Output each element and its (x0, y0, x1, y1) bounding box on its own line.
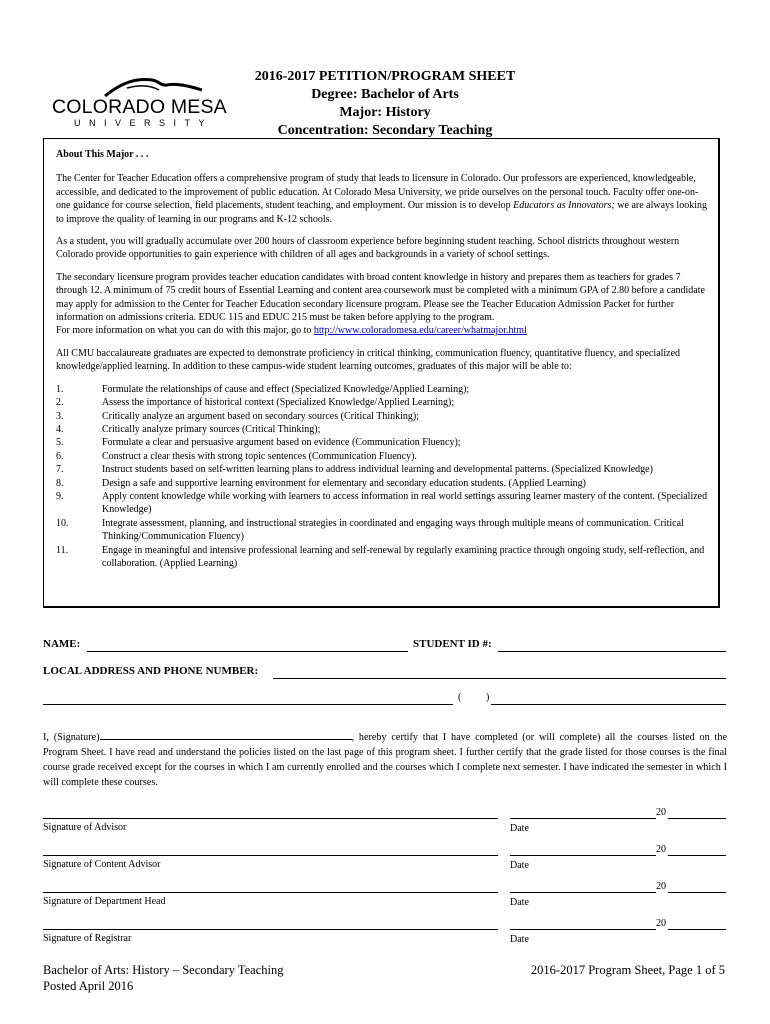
about-paragraph-1 (56, 172, 708, 226)
address-label: LOCAL ADDRESS AND PHONE NUMBER: (43, 665, 259, 677)
outcome-number: 11. (56, 544, 69, 556)
address-line-2-field[interactable] (43, 704, 453, 705)
signature-label: Signature of Registrar (43, 933, 132, 944)
outcome-item (56, 383, 708, 396)
date-year-line[interactable] (668, 818, 726, 819)
outcome-text: Design a safe and supportive learning environment for elementary and secondary education students. (Applied Learning) (102, 477, 587, 489)
about-major-box (43, 138, 720, 608)
outcome-item (56, 517, 708, 544)
outcome-text: Engage in meaningful and intensive professional learning and self-renewal by regularly examining practice through ongoing study, self-reflection, and collaboration. (Applied Learning) (102, 544, 705, 569)
date-year-line[interactable] (668, 855, 726, 856)
address-field[interactable] (273, 678, 726, 679)
date-line[interactable] (510, 929, 656, 930)
page-title (220, 68, 550, 140)
outcome-item (56, 490, 708, 517)
outcome-text: Integrate assessment, planning, and instructional strategies in coordinated and engaging ways through multiple means of communication. Critical Thinking/Communication Fluency) (102, 517, 684, 543)
outcome-number: 9. (56, 490, 64, 502)
outcome-number: 5. (56, 437, 64, 449)
outcome-number: 3. (56, 410, 64, 422)
about-paragraph-2: As a student, you will gradually accumulate over 200 hours of classroom experience before beginning student teaching. School districts throughout western Colorado provide opportunities to gain experience with children of all ages and backgrounds in a variety of school settings. (56, 236, 680, 261)
outcomes-list (56, 383, 708, 571)
date-line[interactable] (510, 818, 656, 819)
about-paragraph-4 (56, 324, 708, 337)
date-line[interactable] (510, 855, 656, 856)
certification-statement (43, 729, 727, 790)
outcome-item (56, 450, 708, 463)
signature-label: Signature of Content Advisor (43, 859, 161, 870)
about-p1-text-a: The Center for Teacher Education offers a comprehensive program of study that leads to licensure in Colorado. Our professors are experienced, knowledgeable, accessible, and dedicated to the improvement of public education. At Colorado Mesa University, we pride ourselves on the personal touch. Faculty offer one-on-one guidance for course selection, field placements, student teaching, and employment. Our mission is to develop (56, 173, 699, 212)
phone-close-paren: ) (486, 692, 490, 703)
footer-left (43, 962, 284, 994)
date-year-prefix: 20 (656, 881, 666, 892)
about-p1-text-b: we are always looking to improve the quality of learning in our programs and K-12 schools. (56, 200, 707, 225)
outcome-number: 4. (56, 423, 64, 435)
outcome-number: 8. (56, 477, 64, 489)
outcome-text: Critically analyze an argument based on secondary sources (Critical Thinking); (102, 410, 420, 422)
certification-signature-line[interactable] (100, 729, 352, 740)
date-year-line[interactable] (668, 929, 726, 930)
date-year-prefix: 20 (656, 807, 666, 818)
phone-field[interactable] (491, 704, 726, 705)
name-field[interactable] (87, 651, 408, 652)
student-id-field[interactable] (498, 651, 726, 652)
date-line[interactable] (510, 892, 656, 893)
signature-line[interactable] (43, 892, 498, 893)
outcome-item (56, 410, 708, 423)
outcome-item (56, 396, 708, 409)
outcome-text: Instruct students based on self-written learning plans to address individual learning and developmental patterns. (Specialized Knowledge) (102, 464, 653, 476)
date-year-prefix: 20 (656, 918, 666, 929)
outcome-item (56, 423, 708, 436)
outcome-item (56, 544, 708, 571)
outcome-text: Apply content knowledge while working with learners to access information in real world settings assuring learner mastery of the content. (Specialized Knowledge) (102, 490, 708, 516)
footer-posted: Posted April 2016 (43, 979, 134, 993)
outcome-text: Formulate the relationships of cause and effect (Specialized Knowledge/Applied Learning); (102, 383, 470, 395)
date-label: Date (510, 823, 529, 834)
student-id-label: STUDENT ID #: (413, 638, 492, 650)
outcome-number: 7. (56, 464, 64, 476)
about-paragraph-3: The secondary licensure program provides teacher education candidates with broad content knowledge in history and prepares them as teachers for grades 7 through 12. A minimum of 75 credit hours of Essential Learning and content area coursework must be completed with a minimum GPA of 2.80 before a candidate may apply for admission to the Center for Teacher Education secondary licensure program. Please see the Teacher Education Admission Packet for further information on admissions criteria. EDUC 115 and EDUC 215 must be taken before applying to the program. (56, 271, 705, 324)
outcome-item (56, 477, 708, 490)
outcome-text: Assess the importance of historical context (Specialized Knowledge/Applied Learning); (102, 397, 455, 409)
date-label: Date (510, 934, 529, 945)
outcome-item (56, 463, 708, 476)
date-label: Date (510, 860, 529, 871)
career-link[interactable]: http://www.coloradomesa.edu/career/whatmajor.html (313, 325, 527, 337)
title-concentration: Concentration: Secondary Teaching (277, 123, 493, 138)
date-year-line[interactable] (668, 892, 726, 893)
date-label: Date (510, 897, 529, 908)
date-year-prefix: 20 (656, 844, 666, 855)
certification-prefix: I, (Signature) (43, 732, 100, 743)
title-degree: Degree: Bachelor of Arts (311, 87, 459, 102)
about-p1-emphasis: Educators as Innovators; (513, 200, 615, 212)
certification-text: , hereby certify that I have completed (or will complete) all the courses listed on the Program Sheet. I have read and understand the policies listed on the last page of this program sheet. I further certify that the grade listed for those courses is the final course grade received except for the courses in which I am currently enrolled and the courses which I complete next semester. I have indicated the semester in which I will complete these courses. (43, 732, 727, 788)
outcome-number: 10. (56, 517, 69, 529)
title-major: Major: History (339, 105, 431, 120)
phone-open-paren: ( (458, 692, 462, 703)
signature-line[interactable] (43, 929, 498, 930)
signature-label: Signature of Department Head (43, 896, 166, 907)
title-line-1: 2016-2017 PETITION/PROGRAM SHEET (254, 69, 516, 84)
about-heading: About This Major . . . (56, 149, 149, 160)
outcome-text: Formulate a clear and persuasive argument based on evidence (Communication Fluency); (102, 437, 461, 449)
about-paragraph-5: All CMU baccalaureate graduates are expected to demonstrate proficiency in critical thinking, communication fluency, quantitative fluency, and specialized knowledge/applied learning. In addition to these campus-wide student learning outcomes, graduates of this major will be able to: (56, 347, 681, 373)
logo-subtitle: UNIVERSITY (74, 118, 214, 128)
name-label: NAME: (43, 638, 81, 650)
about-p4-text: For more information on what you can do with this major, go to (56, 325, 314, 337)
logo-name: COLORADO MESA (52, 96, 227, 118)
footer-page: 2016-2017 Program Sheet, Page 1 of 5 (530, 963, 725, 977)
outcome-text: Critically analyze primary sources (Critical Thinking); (102, 423, 321, 435)
outcome-number: 1. (56, 383, 64, 395)
university-logo (52, 74, 227, 130)
footer-program: Bachelor of Arts: History – Secondary Teaching (43, 963, 284, 977)
signature-line[interactable] (43, 818, 498, 819)
signature-label: Signature of Advisor (43, 822, 127, 833)
outcome-text: Construct a clear thesis with strong topic sentences (Communication Fluency). (102, 450, 417, 462)
outcome-number: 2. (56, 397, 64, 409)
outcome-item (56, 436, 708, 449)
signature-line[interactable] (43, 855, 498, 856)
outcome-number: 6. (56, 450, 64, 462)
